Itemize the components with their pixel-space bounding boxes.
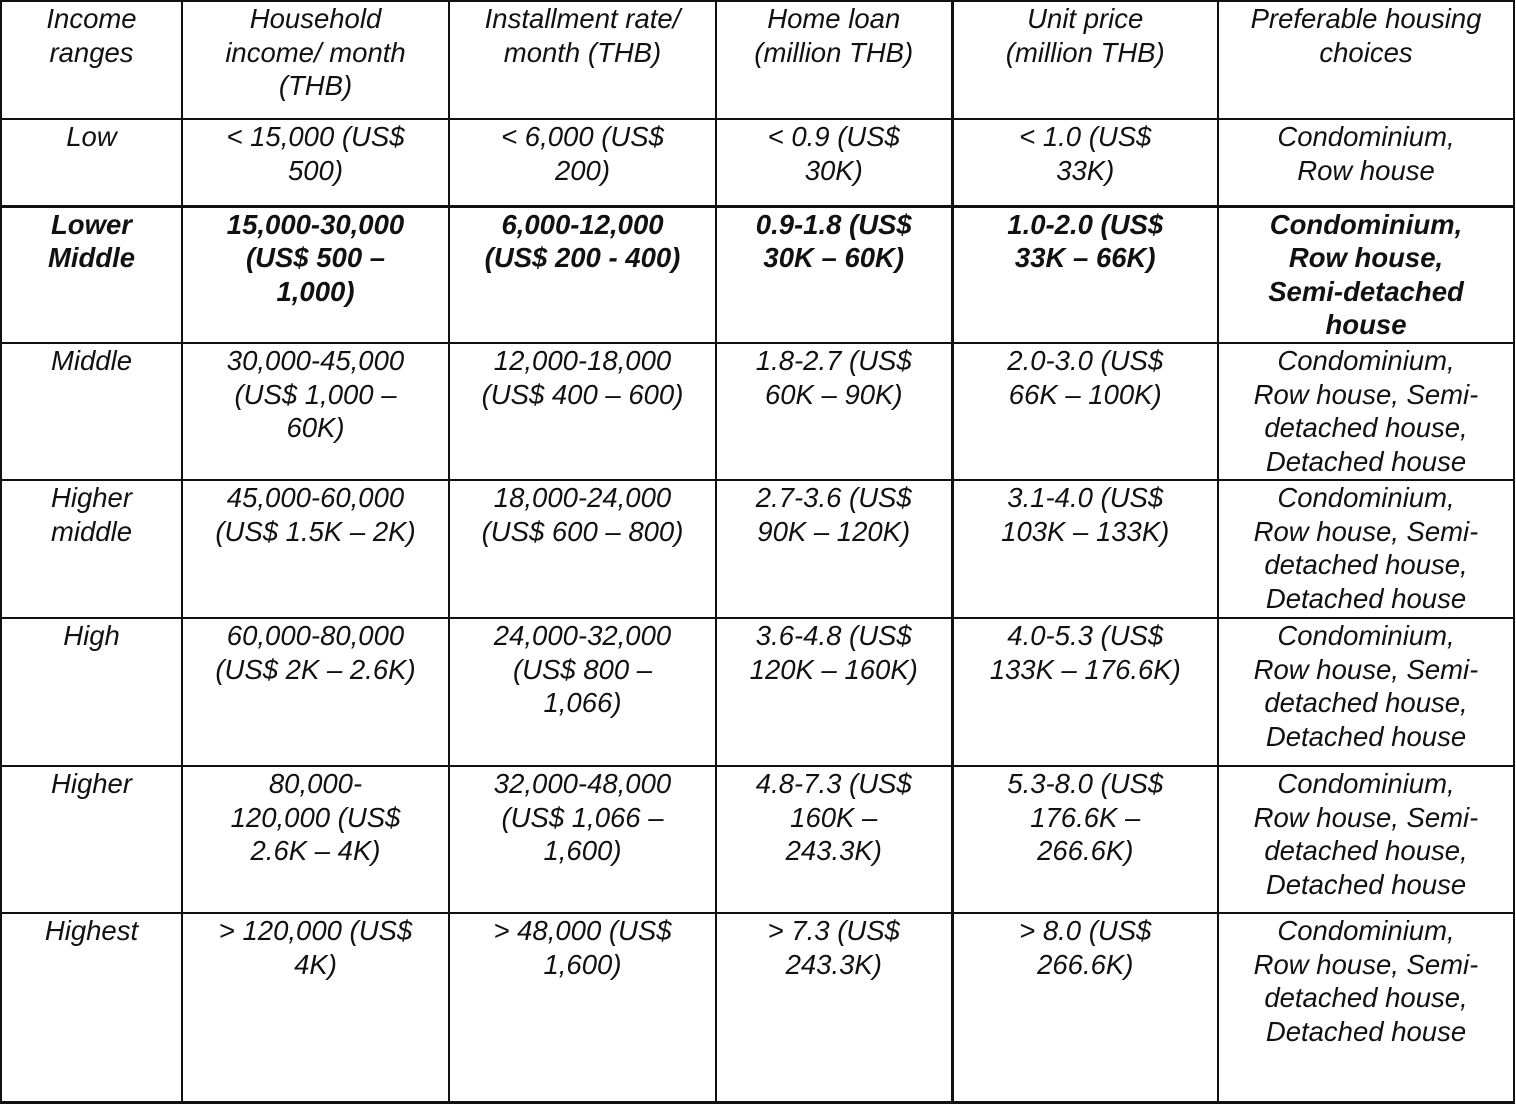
header-home-loan: Home loan (million THB) xyxy=(716,1,952,119)
home-loan-cell: < 0.9 (US$ 30K) xyxy=(716,119,952,206)
home-loan-cell: 4.8-7.3 (US$ 160K – 243.3K) xyxy=(716,766,952,913)
housing-choices-cell: Condominium, Row house, Semi- detached house, Detached house xyxy=(1218,913,1514,1102)
unit-price-cell: 2.0-3.0 (US$ 66K – 100K) xyxy=(952,343,1218,480)
household-income-cell: < 15,000 (US$ 500) xyxy=(182,119,449,206)
unit-price-cell: 1.0-2.0 (US$ 33K – 66K) xyxy=(952,206,1218,343)
installment-rate-cell: > 48,000 (US$ 1,600) xyxy=(449,913,716,1102)
table-row xyxy=(1,913,1514,1102)
header-row xyxy=(1,1,1514,119)
header-unit-price: Unit price (million THB) xyxy=(952,1,1218,119)
home-loan-cell: 2.7-3.6 (US$ 90K – 120K) xyxy=(716,480,952,618)
household-income-cell: > 120,000 (US$ 4K) xyxy=(182,913,449,1102)
header-housing-choices: Preferable housing choices xyxy=(1218,1,1514,119)
header-income-ranges: Income ranges xyxy=(1,1,182,119)
header-installment-rate: Installment rate/ month (THB) xyxy=(449,1,716,119)
home-loan-cell: 3.6-4.8 (US$ 120K – 160K) xyxy=(716,618,952,766)
income-range-cell: Higher middle xyxy=(1,480,182,618)
household-income-cell: 15,000-30,000 (US$ 500 – 1,000) xyxy=(182,206,449,343)
table-row xyxy=(1,343,1514,480)
household-income-cell: 80,000- 120,000 (US$ 2.6K – 4K) xyxy=(182,766,449,913)
housing-choices-cell: Condominium, Row house xyxy=(1218,119,1514,206)
installment-rate-cell: 6,000-12,000 (US$ 200 - 400) xyxy=(449,206,716,343)
installment-rate-cell: < 6,000 (US$ 200) xyxy=(449,119,716,206)
unit-price-cell: 5.3-8.0 (US$ 176.6K – 266.6K) xyxy=(952,766,1218,913)
household-income-cell: 60,000-80,000 (US$ 2K – 2.6K) xyxy=(182,618,449,766)
home-loan-cell: 0.9-1.8 (US$ 30K – 60K) xyxy=(716,206,952,343)
table-row xyxy=(1,766,1514,913)
income-range-cell: High xyxy=(1,618,182,766)
housing-choices-cell: Condominium, Row house, Semi- detached house, Detached house xyxy=(1218,343,1514,480)
income-range-cell: Higher xyxy=(1,766,182,913)
home-loan-cell: > 7.3 (US$ 243.3K) xyxy=(716,913,952,1102)
income-range-cell: Lower Middle xyxy=(1,206,182,343)
unit-price-cell: 4.0-5.3 (US$ 133K – 176.6K) xyxy=(952,618,1218,766)
income-range-cell: Middle xyxy=(1,343,182,480)
unit-price-cell: 3.1-4.0 (US$ 103K – 133K) xyxy=(952,480,1218,618)
home-loan-cell: 1.8-2.7 (US$ 60K – 90K) xyxy=(716,343,952,480)
table-row-highlighted xyxy=(1,206,1514,343)
unit-price-cell: > 8.0 (US$ 266.6K) xyxy=(952,913,1218,1102)
table-row xyxy=(1,618,1514,766)
housing-choices-cell: Condominium, Row house, Semi- detached house, Detached house xyxy=(1218,766,1514,913)
header-household-income: Household income/ month (THB) xyxy=(182,1,449,119)
installment-rate-cell: 18,000-24,000 (US$ 600 – 800) xyxy=(449,480,716,618)
housing-choices-cell: Condominium, Row house, Semi- detached house, Detached house xyxy=(1218,480,1514,618)
income-range-cell: Low xyxy=(1,119,182,206)
household-income-cell: 30,000-45,000 (US$ 1,000 – 60K) xyxy=(182,343,449,480)
installment-rate-cell: 32,000-48,000 (US$ 1,066 – 1,600) xyxy=(449,766,716,913)
installment-rate-cell: 12,000-18,000 (US$ 400 – 600) xyxy=(449,343,716,480)
income-range-cell: Highest xyxy=(1,913,182,1102)
housing-choices-cell: Condominium, Row house, Semi-detached house xyxy=(1218,206,1514,343)
unit-price-cell: < 1.0 (US$ 33K) xyxy=(952,119,1218,206)
table-row xyxy=(1,480,1514,618)
installment-rate-cell: 24,000-32,000 (US$ 800 – 1,066) xyxy=(449,618,716,766)
housing-choices-cell: Condominium, Row house, Semi- detached house, Detached house xyxy=(1218,618,1514,766)
household-income-cell: 45,000-60,000 (US$ 1.5K – 2K) xyxy=(182,480,449,618)
table-row xyxy=(1,119,1514,206)
